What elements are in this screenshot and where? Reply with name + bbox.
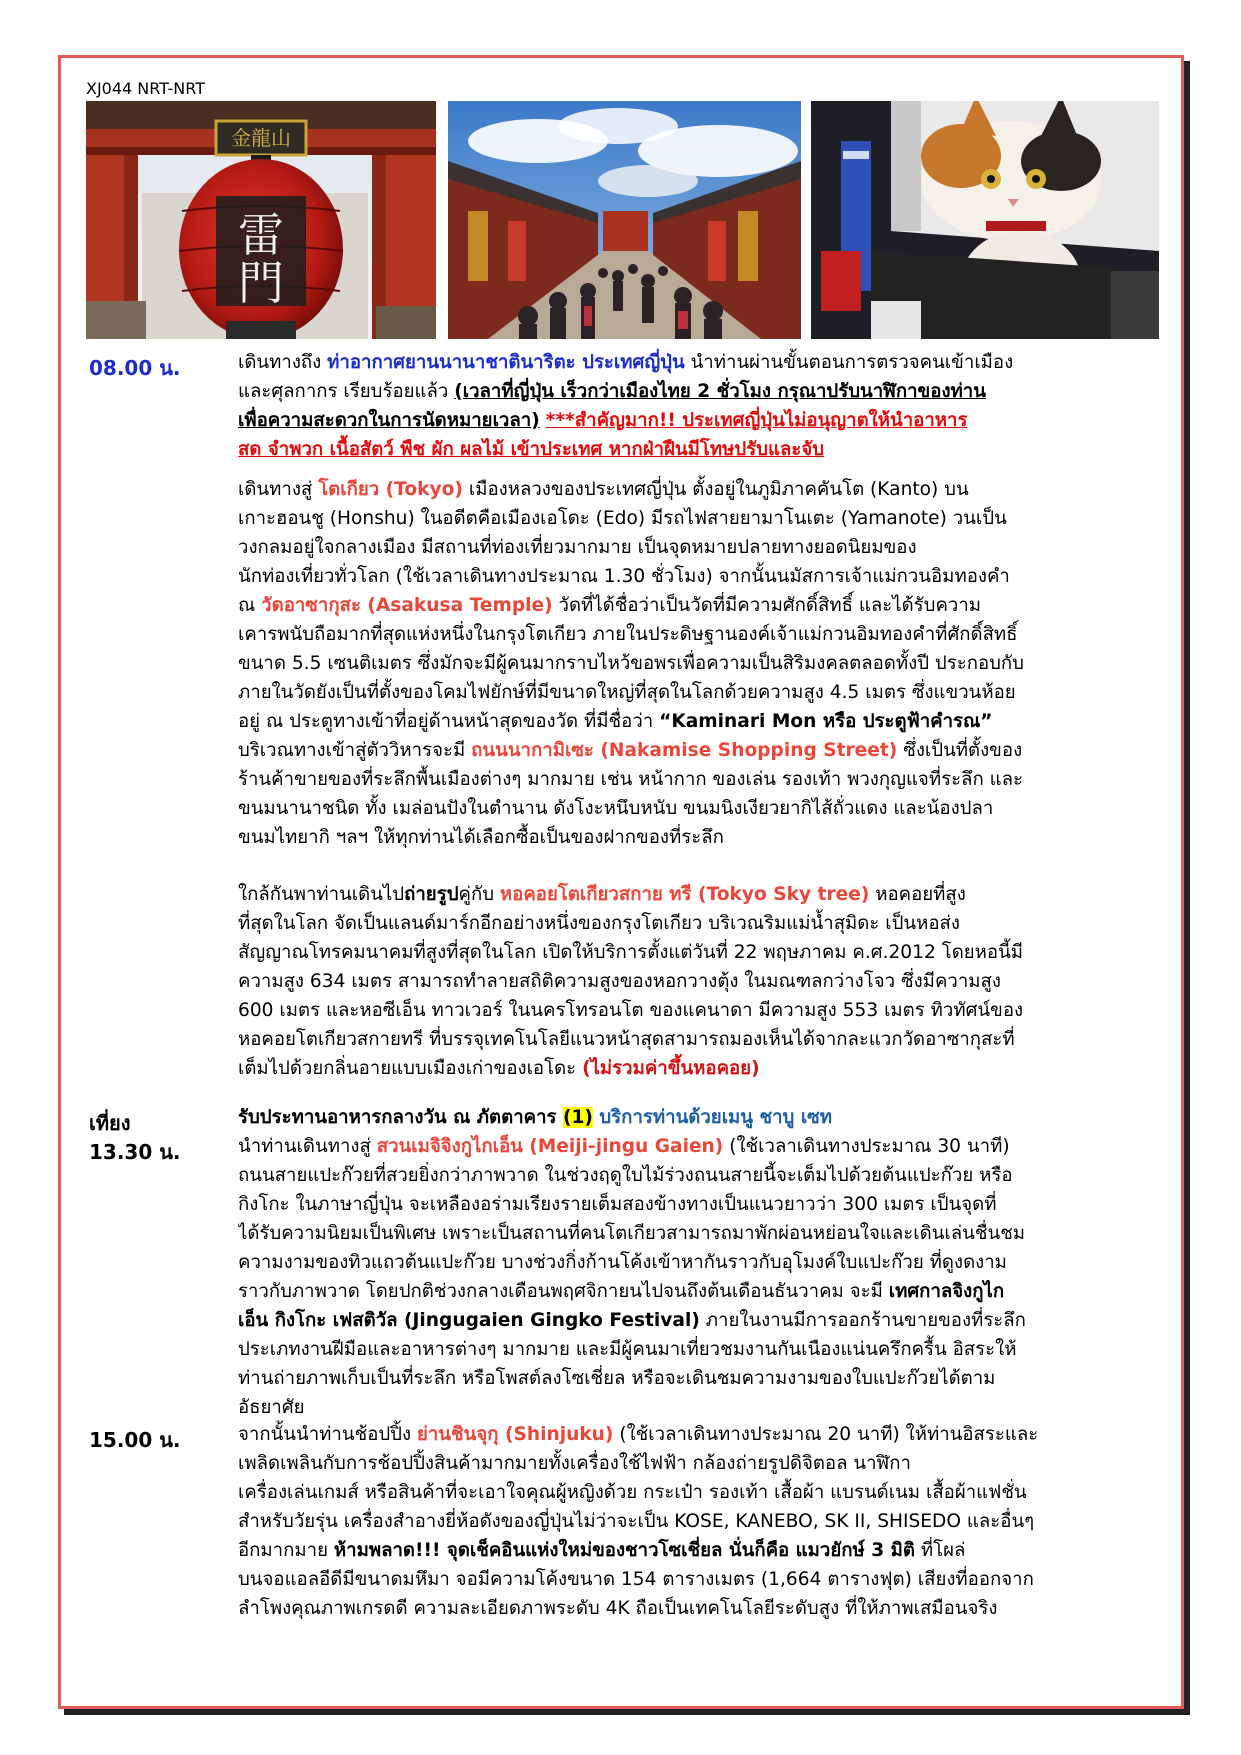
- section-lunch: รับประทานอาหารกลางวัน ณ ภัตตาคาร (1) บริการท่านด้วยเมนู ชาบู เซท: [238, 1107, 833, 1128]
- section-skytree: ใกล้กันพาท่านเดินไปถ่ายรูปคู่กับ หอคอยโตเกียวสกาย ทรี (Tokyo Sky tree) หอคอยที่สูง ที่สุดในโลก จัดเป็นแลนด์มาร์กอีกอย่างหนึ่งของกรุงโตเกียว บริเวณริมแม่น้ำสุมิดะ เป็นหอส่ง สัญญาณโทรคมนาคมที่สูงที่สุดในโลก เปิดให้บริการตั้งแต่วันที่ 22 พฤษภาคม ค.ศ.2012 โดยหอนี้มี ความสูง 634 เมตร สามารถทำลายสถิติความสูงของหอกวางตุ้ง ในมณฑลกว่างโจว ซึ่งมีความสูง 600 เมตร และหอซีเอ็น ทาวเวอร์ ในนครโทรอนโต ของแคนาดา มีความสูง 553 เมตร ทิวทัศน์ของ หอคอยโตเกียวสกายทรี ที่บรรจุเทคโนโลยีแนวหน้าสุดสามารถมองเห็นได้จากละแวกวัดอาซากุสะที่ เต็มไปด้วยกลิ่นอายแบบเมืองเก่าของเอโดะ (ไม่รวมค่าขึ้นหอคอย): [238, 884, 1024, 1079]
- svg-text:雷: 雷: [238, 208, 284, 262]
- svg-text:金龍山: 金龍山: [231, 126, 291, 150]
- gingko-festival: เอ็น กิงโกะ เฟสติวัล (Jingugaien Gingko Festival): [238, 1310, 700, 1331]
- section-tokyo-asakusa: เดินทางสู่ โตเกียว (Tokyo) เมืองหลวงของประเทศญี่ปุ่น ตั้งอยู่ในภูมิภาคคันโต (Kanto) บน เกาะฮอนชู (Honshu) ในอดีตคือเมืองเอโดะ (Edo) มีรถไฟสายยามาโนเตะ (Yamanote) วนเป็น วงกลมอยู่ใจกลางเมือง มีสถานที่ท่องเที่ยวมากมาย เป็นจุดหมายปลายทางยอดนิยมของ นักท่องเที่ยวทั่วโลก (ใช้เวลาเดินทางประมาณ 1.30 ชั่วโมง) จากนั้นนมัสการเจ้าแม่กวนอิมทองคำ ณ วัดอาซากุสะ (Asakusa Temple) วัดที่ได้ชื่อว่าเป็นวัดที่มีความศักดิ์สิทธิ์ และได้รับความ เคารพนับถือมากที่สุดแห่งหนึ่งในกรุงโตเกียว ภายในประดิษฐานองค์เจ้าแม่กวนอิมทองคำที่ศักดิ์สิทธิ์ ขนาด 5.5 เซนติเมตร ซึ่งมักจะมีผู้คนมากราบไหว้ขอพรเพื่อความเป็นสิริมงคลตลอดทั้งปี ประกอบกับ ภายในวัดยังเป็นที่ตั้งของโคมไฟยักษ์ที่มีขนาดใหญ่ที่สุดในโลกด้วยความสูง 4.5 เมตร ซึ่งแขวนห้อย อยู่ ณ ประตูทางเข้าที่อยู่ด้านหน้าสุดของวัด ที่มีชื่อว่า “Kaminari Mon หรือ ประตูฟ้าคำรณ” บริเวณทางเข้าสู่ตัววิหารจะมี ถนนนากามิเซะ (Nakamise Shopping Street) ซึ่งเป็นที่ตั้งของ ร้านค้าขายของที่ระลึกพื้นเมืองต่างๆ มากมาย เช่น หน้ากาก ของเล่น รองเท้า พวงกุญแจที่ระลึก และ ขนมนานาชนิด ทั้ง เมล่อนปังในตำนาน ดังโงะหนึบหนับ ขนมนิงเงียวยากิไส้ถั่วแดง และน้องปลา ขนมไทยากิ ฯลฯ ให้ทุกท่านได้เลือกซื้อเป็นของฝากของที่ระลึก: [238, 479, 1024, 848]
- giant-3d-cat: ห้ามพลาด!!! จุดเช็คอินแห่งใหม่ของชาวโซเชี่ยล นั่นก็คือ แมวยักษ์ 3 มิติ: [333, 1540, 915, 1561]
- section-narita-arrival: เดินทางถึง ท่าอากาศยานนานาชาตินาริตะ ประเทศญี่ปุ่น นำท่านผ่านขั้นตอนการตรวจคนเข้าเมือง และศุลกากร เรียบร้อยแล้ว (เวลาที่ญี่ปุ่น เร็วกว่าเมืองไทย 2 ชั่วโมง กรุณาปรับนาฬิกาของท่าน เพื่อความสะดวกในการนัดหมายเวลา) ***สำคัญมาก!! ประเทศญี่ปุ่นไม่อนุญาตให้นำอาหาร สด จำพวก เนื้อสัตว์ พืช ผัก ผลไม้ เข้าประเทศ หากฝ่าฝืนมีโทษปรับและจับ: [238, 352, 1014, 460]
- meal-number-badge: (1): [562, 1107, 593, 1128]
- skytree-fee-note: (ไม่รวมค่าขึ้นหอคอย): [582, 1058, 760, 1079]
- tokyo-highlight: โตเกียว (Tokyo): [318, 479, 463, 500]
- asakusa-highlight: วัดอาซากุสะ (Asakusa Temple): [261, 595, 553, 616]
- tour-code: XJ044 NRT-NRT: [86, 79, 205, 98]
- time-noon: เที่ยง: [89, 1111, 131, 1135]
- time-0800: 08.00 น.: [89, 356, 181, 380]
- shinjuku-highlight: ย่านชินจุกุ (Shinjuku): [416, 1424, 614, 1445]
- lunch-menu: บริการท่านด้วยเมนู ชาบู เซท: [592, 1107, 833, 1128]
- time-1500: 15.00 น.: [89, 1428, 181, 1452]
- kaminari-mon: “Kaminari Mon หรือ ประตูฟ้าคำรณ”: [659, 711, 993, 732]
- time-difference-note: (เวลาที่ญี่ปุ่น เร็วกว่าเมืองไทย 2 ชั่วโมง กรุณาปรับนาฬิกาของท่าน: [454, 381, 986, 402]
- skytree-highlight: หอคอยโตเกียวสกาย ทรี (Tokyo Sky tree): [499, 884, 870, 905]
- time-1330: 13.30 น.: [89, 1140, 181, 1164]
- section-meiji-jingu-gaien: นำท่านเดินทางสู่ สวนเมจิจิงกูไกเอ็น (Meiji-jingu Gaien) (ใช้เวลาเดินทางประมาณ 30 นาที) ถนนสายแปะก๊วยที่สวยยิ่งกว่าภาพวาด ในช่วงฤดูใบไม้ร่วงถนนสายนี้จะเต็มไปด้วยต้นแปะก๊วย หรือ กิงโกะ ในภาษาญี่ปุ่น จะเหลืองอร่ามเรียงรายเต็มสองข้างทางเป็นแนวยาวว่า 300 เมตร เป็นจุดที่ ได้รับความนิยมเป็นพิเศษ เพราะเป็นสถานที่คนโตเกียวสามารถมาพักผ่อนหย่อนใจและเดินเล่นชื่นชม ความงามของทิวแถวต้นแปะก๊วย บางช่วงกิ่งก้านโค้งเข้าหากันราวกับอุโมงค์ใบแปะก๊วย ที่ดูงดงาม ราวกับภาพวาด โดยปกติช่วงกลางเดือนพฤศจิกายนไปจนถึงต้นเดือนธันวาคม จะมี เทศกาลจิงกูไก เอ็น กิงโกะ เฟสติวัล (Jingugaien Gingko Festival) ภายในงานมีการออกร้านขายของที่ระลึก ประเภทงานฝีมือและอาหารต่างๆ มากมาย และมีผู้คนมาเที่ยวชมงานกันเนืองแน่นครึกครื้น อิสระให้ ท่านถ่ายภาพเก็บเป็นที่ระลึก หรือโพสต์ลงโซเชี่ยล หรือจะเดินชมความงามของใบแปะก๊วยได้ตาม อัธยาศัย: [238, 1136, 1026, 1418]
- shinjuku-3d-cat-photo: [811, 101, 1159, 339]
- svg-text:門: 門: [238, 256, 284, 310]
- nakamise-street-photo: [448, 101, 801, 339]
- nakamise-highlight: ถนนนากามิเซะ (Nakamise Shopping Street): [471, 740, 898, 761]
- kaminarimon-lantern-photo: [86, 101, 436, 339]
- section-shinjuku: จากนั้นนำท่านช้อปปิ้ง ย่านชินจุกุ (Shinjuku) (ใช้เวลาเดินทางประมาณ 20 นาที) ให้ท่านอิสระและ เพลิดเพลินกับการช้อปปิ้งสินค้ามากมายทั้งเครื่องใช้ไฟฟ้า กล้องถ่ายรูปดิจิตอล นาฬิกา เครื่องเล่นเกมส์ หรือสินค้าที่จะเอาใจคุณผู้หญิงด้วย กระเป๋า รองเท้า เสื้อผ้า แบรนด์เนม เสื้อผ้าแฟชั่น สำหรับวัยรุ่น เครื่องสำอางยี่ห้อดังของญี่ปุ่นไม่ว่าจะเป็น KOSE, KANEBO, SK II, SHISEDO และอื่นๆ อีกมากมาย ห้ามพลาด!!! จุดเช็คอินแห่งใหม่ของชาวโซเชี่ยล นั่นก็คือ แมวยักษ์ 3 มิติ ที่โผล่ บนจอแอลอีดีมีขนาดมหึมา จอมีความโค้งขนาด 154 ตารางเมตร (1,664 ตารางฟุต) เสียงที่ออกจาก ลำโพงคุณภาพเกรดดี ความละเอียดภาพระดับ 4K ถือเป็นเทคโนโลยีระดับสูง ที่ให้ภาพเสมือนจริง: [238, 1424, 1039, 1619]
- import-warning: ***สำคัญมาก!! ประเทศญี่ปุ่นไม่อนุญาตให้นำอาหาร: [545, 410, 968, 431]
- meiji-gaien-highlight: สวนเมจิจิงกูไกเอ็น (Meiji-jingu Gaien): [376, 1136, 724, 1157]
- narita-airport: ท่าอากาศยานนานาชาตินาริตะ ประเทศญี่ปุ่น: [327, 352, 685, 373]
